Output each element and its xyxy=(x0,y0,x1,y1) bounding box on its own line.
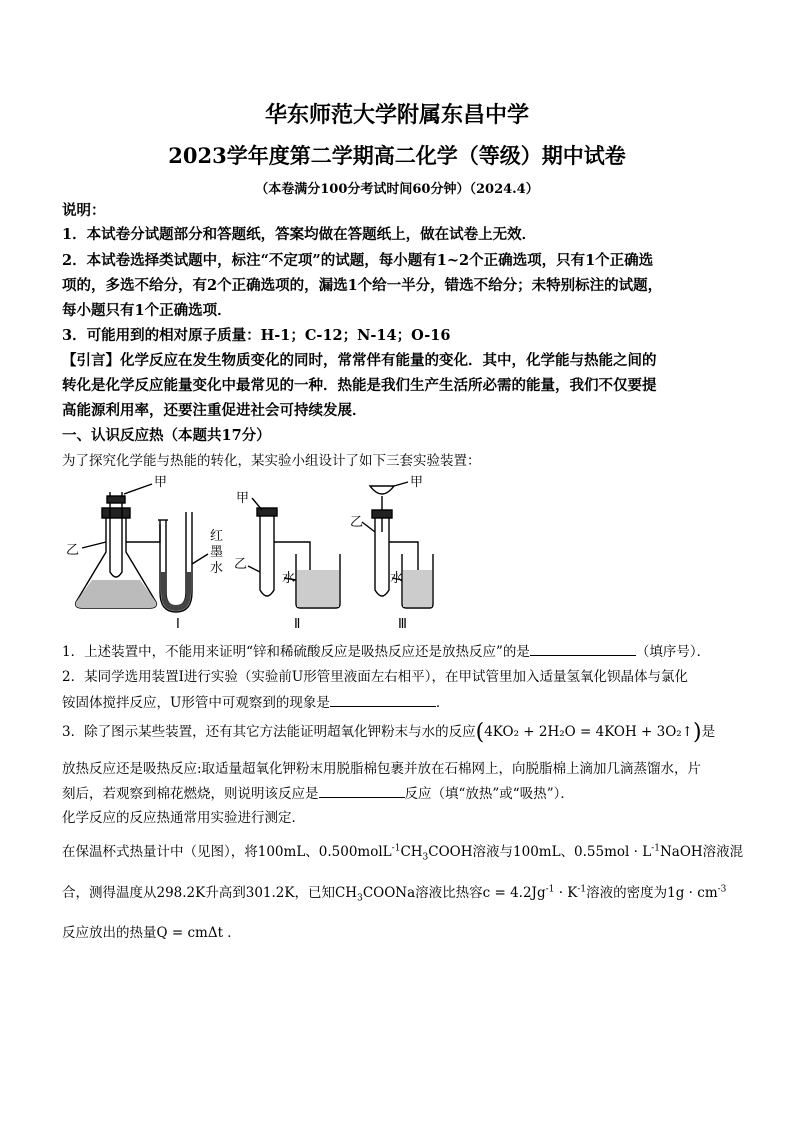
instruction-item-3: 3．可能用到的相对原子质量：H-1；C-12；N-14；O-16 xyxy=(62,327,451,344)
question-3-line-3 xyxy=(62,782,574,802)
instruction-item-2-line-1: 2．本试卷选择类试题中，标注“不定项”的试题，每小题有1~2个正确选项，只有1个正确选 xyxy=(62,252,654,269)
calc-line-2-d: 溶液的密度为1g · cm xyxy=(586,885,718,901)
test-tube-2 xyxy=(260,510,274,596)
label-apparatus-III: Ⅲ xyxy=(398,617,407,630)
question-2-line-1: 2．某同学选用装置I进行实验（实验前U形管里液面左右相平），在甲试管里加入适量氢氧化钡晶体与氯化 xyxy=(62,669,689,685)
measurement-intro: 化学反应的反应热通常用实验进行测定． xyxy=(62,810,305,826)
calc-line-2-b: COONa溶液比热容c = 4.2Jg xyxy=(362,885,546,901)
beaker-3-water xyxy=(403,570,432,607)
calc-line-1-b: CH xyxy=(400,844,423,860)
calc-line-2-sup-1: -1 xyxy=(545,884,555,895)
label-water-2: 水 xyxy=(282,571,296,586)
label-water-3: 水 xyxy=(390,571,404,586)
test-tube-2-stopper xyxy=(257,508,277,516)
equation-open-paren: ( xyxy=(475,720,485,745)
question-1-suffix: （填序号）． xyxy=(635,644,711,660)
instruction-item-1: 1．本试卷分试题部分和答题纸，答案均做在答题纸上，做在试卷上无效． xyxy=(62,226,537,243)
section-1-heading: 一、认识反应热（本题共17分） xyxy=(62,427,271,444)
inner-test-tube xyxy=(110,492,122,577)
instruction-item-2-line-3: 每小题只有1个正确选项． xyxy=(62,302,232,319)
label-jia-2: 甲 xyxy=(236,491,250,506)
dropping-funnel xyxy=(370,486,394,494)
calc-line-2-sub: 3 xyxy=(357,893,363,904)
question-3-equation: 4KO₂ + 2H₂O = 4KOH + 3O₂↑ xyxy=(484,724,694,740)
question-2-line-2 xyxy=(62,691,449,711)
question-3-answer-blank[interactable] xyxy=(319,785,405,798)
label-yi-1: 乙 xyxy=(66,543,80,558)
calc-line-1-sup-2: -1 xyxy=(651,843,660,854)
inner-tube-stopper xyxy=(107,496,125,503)
question-1-answer-blank[interactable] xyxy=(530,643,636,656)
label-shui: 水 xyxy=(210,561,224,576)
calc-line-2-sup-3: -3 xyxy=(717,884,727,895)
question-2-text: 铵固体搅拌反应，U形管中可观察到的现象是 xyxy=(62,695,330,711)
exam-info: （本卷满分100分考试时间60分钟）（2024.4） xyxy=(255,182,539,197)
label-leader-yi-3 xyxy=(362,522,375,532)
label-jia-3: 甲 xyxy=(410,475,424,490)
u-tube-inner xyxy=(166,512,186,606)
instruction-item-2-line-2: 项的，多选不给分，有2个正确选项的，漏选1个给一半分，错选不给分；未特别标注的试题， xyxy=(62,277,663,294)
intro-line-2: 转化是化学反应能量变化中最常见的一种．热能是我们生产生活所必需的能量，我们不仅要提 xyxy=(62,377,657,394)
section-1-lead: 为了探究化学能与热能的转化，某实验小组设计了如下三套实验装置： xyxy=(62,453,481,469)
question-3-text: 3．除了图示某些装置，还有其它方法能证明超氧化钾粉末与水的反应 xyxy=(62,724,476,740)
label-hong: 红 xyxy=(210,529,224,544)
calc-line-1-d: NaOH溶液混 xyxy=(659,844,744,860)
apparatus-figure xyxy=(62,472,434,630)
flask-stopper xyxy=(102,508,130,518)
calc-line-1-sub: 3 xyxy=(422,852,429,863)
calc-line-1-c: COOH溶液与100mL、0.55mol · L xyxy=(428,844,652,860)
question-1 xyxy=(62,640,710,660)
question-2-end: ． xyxy=(435,695,450,711)
label-jia-1: 甲 xyxy=(154,475,168,490)
label-leader-jia-3 xyxy=(394,482,408,486)
exam-title: 2023学年度第二学期高二化学（等级）期中试卷 xyxy=(168,143,626,168)
label-yi-3: 乙 xyxy=(350,515,364,530)
label-leader-jia-1 xyxy=(124,484,152,494)
question-3-line-3-suffix: 反应（填“放热”或“吸热”）． xyxy=(404,786,574,802)
beaker-2-water xyxy=(297,570,339,607)
calc-line-1 xyxy=(62,840,743,863)
question-1-text: 1．上述装置中，不能用来证明“锌和稀硫酸反应是吸热反应还是放热反应”的是 xyxy=(62,644,530,660)
calc-line-1-sup-1: -1 xyxy=(391,843,401,854)
equation-close-paren: ) xyxy=(693,720,702,745)
flask-liquid xyxy=(76,580,157,608)
connecting-tube xyxy=(126,524,160,542)
question-3-line-2: 放热反应还是吸热反应:取适量超氧化钾粉末用脱脂棉包裹并放在石棉网上，向脱脂棉上滴加几滴蒸馏水，片 xyxy=(62,761,702,777)
label-leader-yi-2 xyxy=(248,566,260,572)
question-2-answer-blank[interactable] xyxy=(330,694,436,707)
instructions-heading: 说明： xyxy=(62,202,106,219)
question-3-line-1 xyxy=(62,720,715,745)
school-title: 华东师范大学附属东昌中学 xyxy=(264,102,529,128)
intro-line-3: 高能源利用率，还要注重促进社会可持续发展． xyxy=(62,402,367,419)
question-3-suffix: 是 xyxy=(701,724,716,740)
calc-line-1-a: 在保温杯式热量计中（见图），将100mL、0.500molL xyxy=(62,844,392,860)
label-leader-yi-1 xyxy=(82,542,106,548)
calc-line-3: 反应放出的热量Q = cmΔt ． xyxy=(62,925,241,941)
question-3-line-3-text: 刻后，若观察到棉花燃烧，则说明该反应是 xyxy=(62,786,319,802)
label-mo: 墨 xyxy=(210,545,224,560)
label-yi-2: 乙 xyxy=(234,557,248,572)
calc-line-2 xyxy=(62,881,726,904)
test-tube-3-stopper xyxy=(372,510,392,518)
intro-line-1: 【引言】化学反应在发生物质变化的同时，常常伴有能量的变化．其中，化学能与热能之间的 xyxy=(62,352,657,369)
label-leader-ink xyxy=(192,554,208,564)
label-apparatus-II: Ⅱ xyxy=(294,617,301,630)
label-apparatus-I: I xyxy=(176,617,180,630)
calc-line-2-a: 合，测得温度从298.2K升高到301.2K，已知CH xyxy=(62,885,358,901)
red-ink-fill xyxy=(161,572,191,611)
calc-line-2-c: · K xyxy=(554,885,578,901)
calc-line-2-sup-2: -1 xyxy=(577,884,587,895)
